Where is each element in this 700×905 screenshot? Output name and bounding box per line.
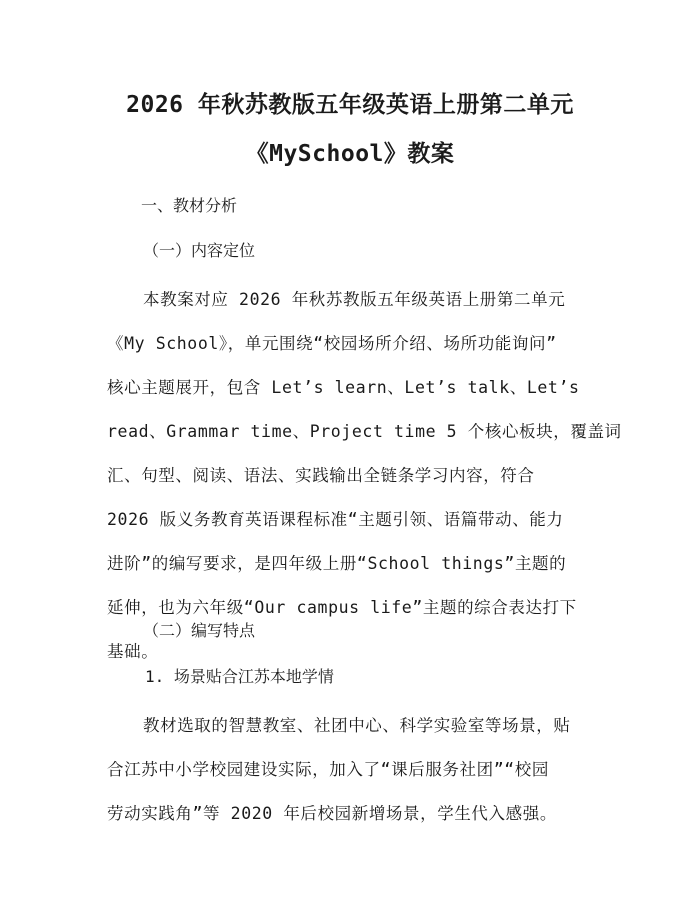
document-title-line-2: 《MySchool》教案: [245, 141, 455, 167]
point-heading-local-context: 1. 场景贴合江苏本地学情: [145, 667, 334, 686]
subsection-heading-writing-features: （二）编写特点: [143, 621, 256, 640]
paragraph-line: 本教案对应 2026 年秋苏教版五年级英语上册第二单元: [143, 290, 566, 309]
paragraph-line: 合江苏中小学校园建设实际，加入了“课后服务社团”“校园: [107, 760, 550, 779]
paragraph-line: 延伸，也为六年级“Our campus life”主题的综合表达打下: [107, 598, 577, 617]
paragraph-line: 基础。: [107, 642, 159, 661]
paragraph-line: 劳动实践角”等 2020 年后校园新增场景，学生代入感强。: [107, 804, 557, 823]
paragraph-line: read、Grammar time、Project time 5 个核心板块，覆盖词: [107, 422, 622, 441]
subsection-heading-content-positioning: （一）内容定位: [143, 241, 256, 260]
paragraph-line: 核心主题展开，包含 Let’s learn、Let’s talk、Let’s: [107, 378, 580, 397]
section-heading-textbook-analysis: 一、教材分析: [141, 196, 238, 215]
paragraph-line: 汇、句型、阅读、语法、实践输出全链条学习内容，符合: [107, 466, 535, 485]
paragraph-line: 《My School》，单元围绕“校园场所介绍、场所功能询问”: [107, 334, 557, 353]
paragraph-line: 教材选取的智慧教室、社团中心、科学实验室等场景，贴: [143, 716, 571, 735]
document-title-line-1: 2026 年秋苏教版五年级英语上册第二单元: [126, 92, 574, 118]
paragraph-line: 进阶”的编写要求，是四年级上册“School things”主题的: [107, 554, 567, 573]
paragraph-line: 2026 版义务教育英语课程标准“主题引领、语篇带动、能力: [107, 510, 564, 529]
